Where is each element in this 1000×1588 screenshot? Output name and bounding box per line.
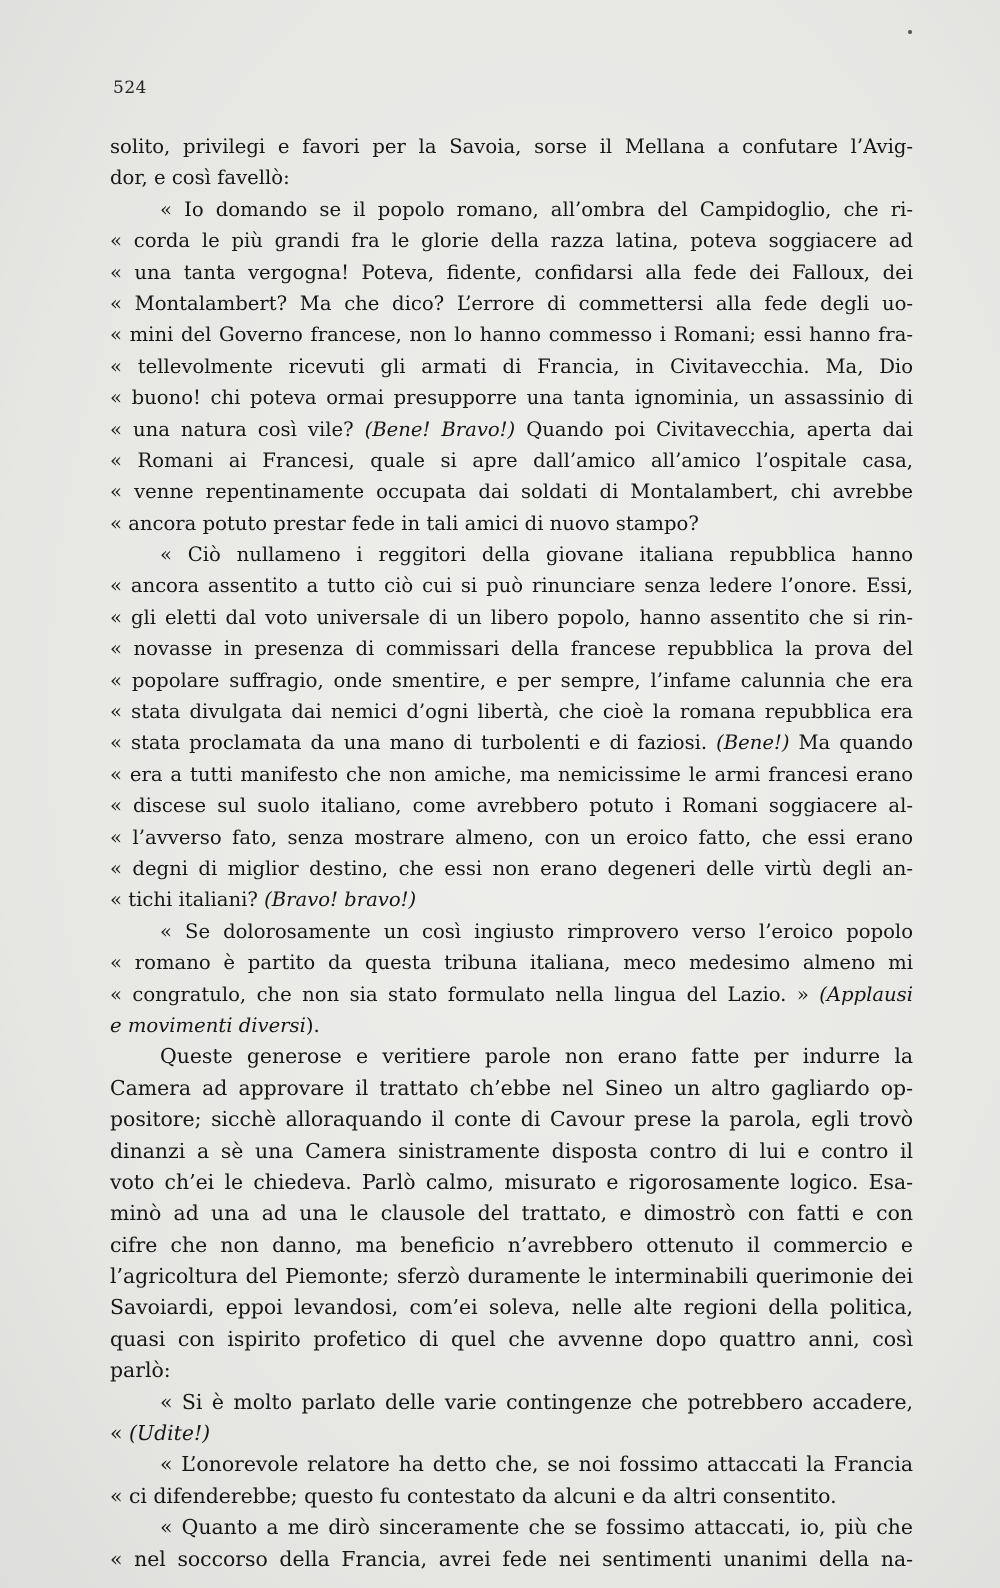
text-line: « congratulo, che non sia stato formulato nella lingua del Lazio. » (Applausi: [110, 982, 913, 1006]
text-line: minò ad una ad una le clausole del trattato, e dimostrò con fatti e con: [110, 1201, 913, 1226]
text-line: positore; sicchè alloraquando il conte di Cavour prese la parola, egli trovò: [110, 1107, 913, 1132]
text-line: voto ch’ei le chiedeva. Parlò calmo, misurato e rigorosamente logico. Esa-: [110, 1169, 913, 1194]
text-line: « l’avverso fato, senza mostrare almeno, con un eroico fatto, che essi erano: [110, 825, 913, 849]
text-line: quasi con ispirito profetico di quel che avvenne dopo quattro anni, così: [110, 1326, 913, 1351]
text-line: « popolare suffragio, onde smentire, e per sempre, l’infame calunnia che era: [110, 668, 913, 692]
text-line: « stata proclamata da una mano di turbolenti e di faziosi. (Bene!) Ma quando: [110, 731, 913, 755]
text-line: « degni di miglior destino, che essi non erano degeneri delle virtù degli an-: [110, 856, 913, 880]
text-line: Queste generose e veritiere parole non erano fatte per indurre la: [160, 1044, 913, 1069]
text-line: « Quanto a me dirò sinceramente che se fossimo attaccati, io, più che: [160, 1515, 913, 1540]
text-line: « venne repentinamente occupata dai soldati di Montalambert, chi avrebbe: [110, 480, 913, 504]
text-line: « Ciò nullameno i reggitori della giovane italiana repubblica hanno: [160, 543, 913, 567]
text-line: « corda le più grandi fra le glorie della razza latina, poteva soggiacere ad: [110, 229, 913, 253]
text-line: « romano è partito da questa tribuna italiana, meco medesimo almeno mi: [110, 951, 913, 975]
text-line: « ancora potuto prestar fede in tali amici di nuovo stampo?: [110, 511, 699, 535]
text-line: « ancora assentito a tutto ciò cui si può rinunciare senza ledere l’onore. Essi,: [110, 574, 913, 598]
text-line: « tichi italiani? (Bravo! bravo!): [110, 888, 417, 912]
text-line: « Montalambert? Ma che dico? L’errore di commettersi alla fede degli uo-: [110, 291, 913, 315]
text-line: « novasse in presenza di commissari della francese repubblica la prova del: [110, 637, 913, 661]
text-line: cifre che non danno, ma beneficio n’avrebbero ottenuto il commercio e: [110, 1232, 913, 1257]
text-line: parlò:: [110, 1358, 171, 1383]
text-line: e movimenti diversi).: [110, 1013, 320, 1037]
text-line: « (Udite!): [110, 1421, 211, 1446]
text-line: « era a tutti manifesto che non amiche, ma nemicissime le armi francesi erano: [110, 762, 913, 786]
text-line: « Io domando se il popolo romano, all’ombra del Campidoglio, che ri-: [160, 197, 913, 221]
text-line: « stata divulgata dai nemici d’ogni libertà, che cioè la romana repubblica era: [110, 700, 913, 724]
text-line: « nel soccorso della Francia, avrei fede nei sentimenti unanimi della na-: [110, 1546, 913, 1571]
text-line: solito, privilegi e favori per la Savoia, sorse il Mellana a confutare l’Avig-: [110, 135, 913, 158]
text-line: « Romani ai Francesi, quale si apre dall’amico all’amico l’ospitale casa,: [110, 448, 913, 472]
text-line: « buono! chi poteva ormai presupporre una tanta ignominia, un assassinio di: [110, 386, 913, 410]
text-line: dor, e così favellò:: [110, 166, 290, 190]
ink-speck: [908, 30, 912, 34]
page-number: 524: [113, 78, 147, 98]
text-line: « ci difenderebbe; questo fu contestato da alcuni e da altri consentito.: [110, 1483, 837, 1508]
text-line: dinanzi a sè una Camera sinistramente disposta contro di lui e contro il: [110, 1138, 913, 1163]
text-line: Camera ad approvare il trattato ch’ebbe nel Sineo un altro gagliardo op-: [110, 1075, 913, 1100]
text-line: « una natura così vile? (Bene! Bravo!) Quando poi Civitavecchia, aperta dai: [110, 417, 913, 441]
text-line: Savoiardi, eppoi levandosi, com’ei soleva, nelle alte regioni della politica,: [110, 1295, 913, 1320]
text-line: « tellevolmente ricevuti gli armati di Francia, in Civitavecchia. Ma, Dio: [110, 354, 913, 378]
text-line: l’agricoltura del Piemonte; sferzò duramente le interminabili querimonie dei: [110, 1264, 913, 1289]
text-line: « gli eletti dal voto universale di un libero popolo, hanno assentito che si rin-: [110, 605, 913, 629]
text-line: « L’onorevole relatore ha detto che, se noi fossimo attaccati la Francia: [160, 1452, 913, 1477]
body-text: [110, 131, 913, 1575]
text-line: « Se dolorosamente un così ingiusto rimprovero verso l’eroico popolo: [160, 919, 913, 943]
text-line: « mini del Governo francese, non lo hanno commesso i Romani; essi hanno fra-: [110, 323, 913, 347]
text-line: « Si è molto parlato delle varie contingenze che potrebbero accadere,: [160, 1389, 913, 1414]
text-line: « discese sul suolo italiano, come avrebbero potuto i Romani soggiacere al-: [110, 794, 913, 818]
text-line: « una tanta vergogna! Poteva, fidente, confidarsi alla fede dei Falloux, dei: [110, 260, 913, 284]
